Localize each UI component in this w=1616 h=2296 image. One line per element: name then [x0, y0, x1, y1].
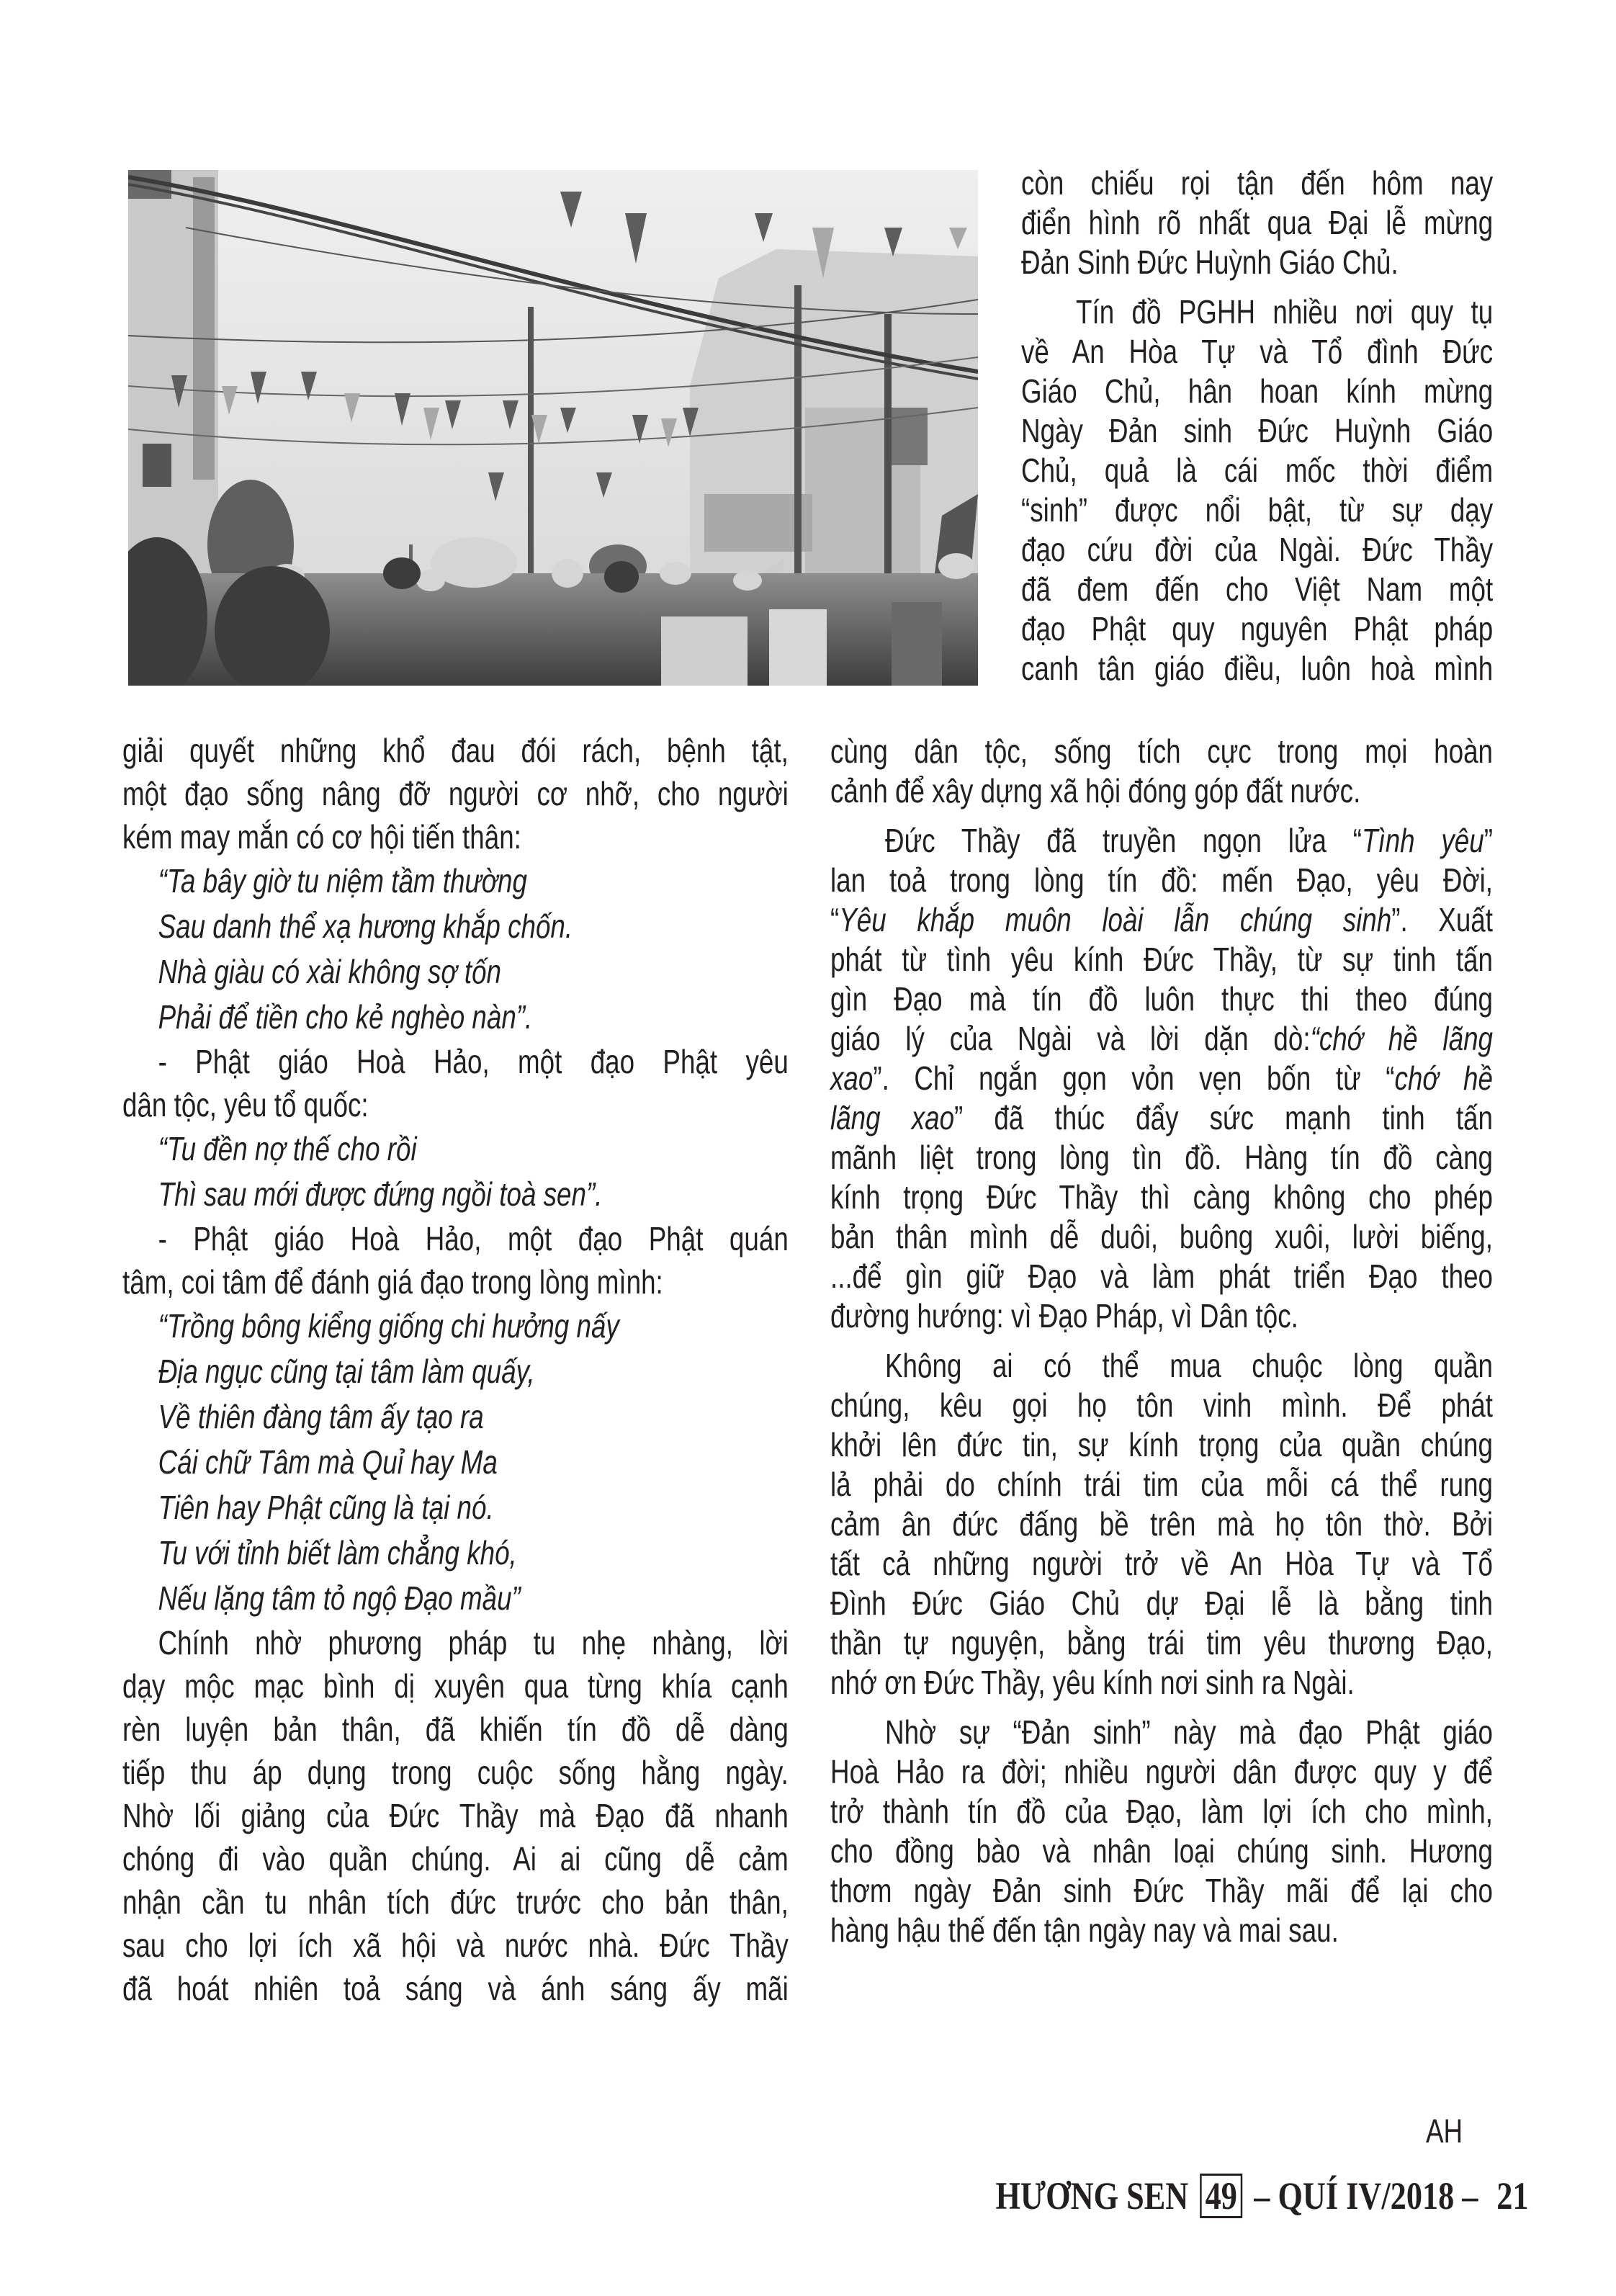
- text-line: trở thành tín đồ của Đạo, làm lợi ích cho mình,: [830, 1793, 1493, 1830]
- poem-line: Tu với tỉnh biết làm chẳng khó,: [158, 1534, 517, 1571]
- text-line: đường hướng: vì Đạo Pháp, vì Dân tộc.: [830, 1297, 1298, 1335]
- text-line: cảnh để xây dựng xã hội đóng góp đất nước.: [830, 772, 1361, 810]
- text-line: dạy mộc mạc bình dị xuyên qua từng khía cạnh: [122, 1667, 789, 1705]
- text-line: thần tự nguyện, bằng trái tim yêu thương Đạo,: [830, 1624, 1493, 1662]
- text-line: tất cả những người trở về An Hòa Tự và Tổ: [830, 1545, 1493, 1582]
- poem-line: Về thiên đàng tâm ấy tạo ra: [158, 1398, 484, 1435]
- text-line: đạo cứu đời của Ngài. Đức Thầy: [1021, 531, 1494, 568]
- text-line: đã đem đến cho Việt Nam một: [1021, 570, 1494, 608]
- text-line: thơm ngày Đản sinh Đức Thầy mãi để lại cho: [830, 1872, 1493, 1909]
- poem-line: Nhà giàu có xài không sợ tốn: [158, 953, 502, 990]
- text-line: Chính nhờ phương pháp tu nhẹ nhàng, lời: [158, 1624, 789, 1662]
- text-line: [830, 1019, 1493, 1059]
- text-line: - Phật giáo Hoà Hảo, một đạo Phật quán: [158, 1220, 789, 1257]
- text-line: tâm, coi tâm để đánh giá đạo trong lòng mình:: [122, 1263, 663, 1301]
- text-line: Nhờ lối giảng của Đức Thầy mà Đạo đã nhanh: [122, 1797, 789, 1834]
- text-line: Nhờ sự “Đản sinh” này mà đạo Phật giáo: [885, 1713, 1493, 1751]
- italic-run: xao: [830, 1059, 874, 1097]
- text-line: Đản Sinh Đức Huỳnh Giáo Chủ.: [1021, 243, 1399, 281]
- text-line: [830, 900, 1493, 940]
- text-line: Ngày Đản sinh Đức Huỳnh Giáo: [1021, 412, 1494, 449]
- text-line: Hoà Hảo ra đời; nhiều người dân được quy y để: [830, 1753, 1493, 1790]
- text-line: giải quyết những khổ đau đói rách, bệnh tật,: [122, 732, 789, 769]
- text-line: Không ai có thể mua chuộc lòng quần: [885, 1347, 1493, 1384]
- text-line: kính trọng Đức Thầy thì càng không cho phép: [830, 1178, 1493, 1216]
- text-line: Tín đồ PGHH nhiều nơi quy tụ: [1076, 293, 1494, 331]
- text-line: tiếp thu áp dụng trong cuộc sống hằng ngày.: [122, 1754, 789, 1791]
- poem-line: “Tu đền nợ thế cho rồi: [158, 1130, 417, 1167]
- text-line: dân tộc, yêu tổ quốc:: [122, 1086, 369, 1124]
- text-line: ...để gìn giữ Đạo và làm phát triển Đạo theo: [830, 1257, 1493, 1295]
- text-run: ”: [1483, 822, 1494, 859]
- text-line: cho đồng bào và nhân loại chúng sinh. Hương: [830, 1832, 1493, 1870]
- page-footer: [879, 2174, 1529, 2231]
- text-run: ”. Xuất: [1391, 901, 1493, 938]
- text-run: ” đã thúc đẩy sức mạnh tinh tấn: [954, 1099, 1493, 1136]
- text-line: [830, 1098, 1493, 1138]
- text-line: nhận cần tu nhân tích đức trước cho bản thân,: [122, 1883, 789, 1921]
- text-line: chúng, kêu gọi họ tôn vinh mình. Để phát: [830, 1386, 1493, 1424]
- text-line: lả phải do chính trái tim của mỗi cá thể rung: [830, 1466, 1493, 1503]
- text-line: sau cho lợi ích xã hội và nước nhà. Đức Thầy: [122, 1927, 789, 1964]
- text-run: ”. Chỉ ngắn gọn vỏn vẹn bốn từ “: [873, 1059, 1395, 1097]
- italic-run: “chớ hề lãng: [1310, 1020, 1494, 1057]
- italic-run: lãng xao: [830, 1099, 955, 1136]
- poem-line: Phải để tiền cho kẻ nghèo nàn”.: [158, 998, 533, 1036]
- text-run: Đức Thầy đã truyền ngọn lửa “: [885, 822, 1362, 859]
- text-line: khởi lên đức tin, sự kính trọng của quần chúng: [830, 1426, 1493, 1463]
- text-line: kém may mắn có cơ hội tiến thân:: [122, 818, 521, 856]
- text-line: phát từ tình yêu kính Đức Thầy, từ sự tinh tấn: [830, 941, 1493, 978]
- poem-line: Tiên hay Phật cũng là tại nó.: [158, 1489, 494, 1526]
- poem-line: “Ta bây giờ tu niệm tầm thường: [158, 862, 527, 900]
- left-column: [122, 729, 789, 2010]
- text-line: “sinh” được nổi bật, từ sự dạy: [1021, 491, 1494, 529]
- text-line: lan toả trong lòng tín đồ: mến Đạo, yêu Đời,: [830, 861, 1493, 899]
- issue-period: – QUÍ IV/2018 –: [1254, 2174, 1478, 2217]
- street-festival-photo: [128, 170, 978, 686]
- text-line: [830, 1059, 1493, 1098]
- text-line: Chủ, quả là cái mốc thời điểm: [1021, 452, 1494, 489]
- text-line: nhớ ơn Đức Thầy, yêu kính nơi sinh ra Ngài.: [830, 1664, 1355, 1701]
- poem-line: Thì sau mới được đứng ngồi toà sen”.: [158, 1175, 603, 1213]
- text-line: gìn Đạo mà tín đồ luôn thực thi theo đúng: [830, 980, 1493, 1018]
- photo-illustration: [128, 170, 978, 686]
- issue-number-box: 49: [1200, 2174, 1242, 2218]
- text-line: Giáo Chủ, hân hoan kính mừng: [1021, 372, 1494, 410]
- text-line: - Phật giáo Hoà Hảo, một đạo Phật yêu: [158, 1043, 789, 1080]
- text-line: cảm ân đức đấng bề trên mà họ tôn thờ. Bởi: [830, 1505, 1493, 1543]
- text-line: mãnh liệt trong lòng tìn đồ. Hàng tín đồ càng: [830, 1139, 1493, 1176]
- right-column-top: [1021, 163, 1493, 689]
- text-line: cùng dân tộc, sống tích cực trong mọi hoàn: [830, 732, 1493, 770]
- text-line: về An Hòa Tự và Tổ đình Đức: [1021, 333, 1494, 370]
- poem-line: “Trồng bông kiểng giống chi hưởng nấy: [158, 1307, 619, 1345]
- text-line: Đình Đức Giáo Chủ dự Đại lễ là bằng tinh: [830, 1584, 1493, 1622]
- text-line: đạo Phật quy nguyên Phật pháp: [1021, 610, 1494, 647]
- text-line: chóng đi vào quần chúng. Ai ai cũng dễ cảm: [122, 1840, 789, 1878]
- text-run: “: [830, 901, 840, 938]
- text-line: [830, 821, 1493, 861]
- author-signature: AH: [1426, 2112, 1463, 2150]
- italic-run: Yêu khắp muôn loài lẫn chúng sinh: [839, 901, 1392, 938]
- text-line: hàng hậu thế đến tận ngày nay và mai sau.: [830, 1911, 1339, 1949]
- text-line: còn chiếu rọi tận đến hôm nay: [1021, 164, 1494, 202]
- magazine-name: HƯƠNG SEN: [995, 2174, 1189, 2217]
- right-column-bottom: [830, 732, 1493, 1950]
- text-line: rèn luyện bản thân, đã khiến tín đồ dễ dàng: [122, 1710, 789, 1748]
- page-number: 21: [1496, 2174, 1529, 2217]
- text-line: bản thân mình dễ duôi, buông xuôi, lười biếng,: [830, 1218, 1493, 1255]
- poem-line: Nếu lặng tâm tỏ ngộ Đạo mầu”: [158, 1579, 521, 1617]
- italic-run: chớ hề: [1394, 1059, 1493, 1097]
- poem-line: Địa ngục cũng tại tâm làm quấy,: [158, 1353, 535, 1390]
- poem-line: Cái chữ Tâm mà Quỉ hay Ma: [158, 1443, 498, 1481]
- text-line: đã hoát nhiên toả sáng và ánh sáng ấy mãi: [122, 1970, 789, 2007]
- text-line: canh tân giáo điều, luôn hoà mình: [1021, 650, 1494, 687]
- text-line: điển hình rõ nhất qua Đại lễ mừng: [1021, 204, 1494, 241]
- italic-run: Tình yêu: [1362, 822, 1484, 859]
- text-run: giáo lý của Ngài và lời dặn dò:: [830, 1020, 1311, 1057]
- poem-line: Sau danh thể xạ hương khắp chốn.: [158, 907, 573, 945]
- text-line: một đạo sống nâng đỡ người cơ nhỡ, cho người: [122, 775, 789, 812]
